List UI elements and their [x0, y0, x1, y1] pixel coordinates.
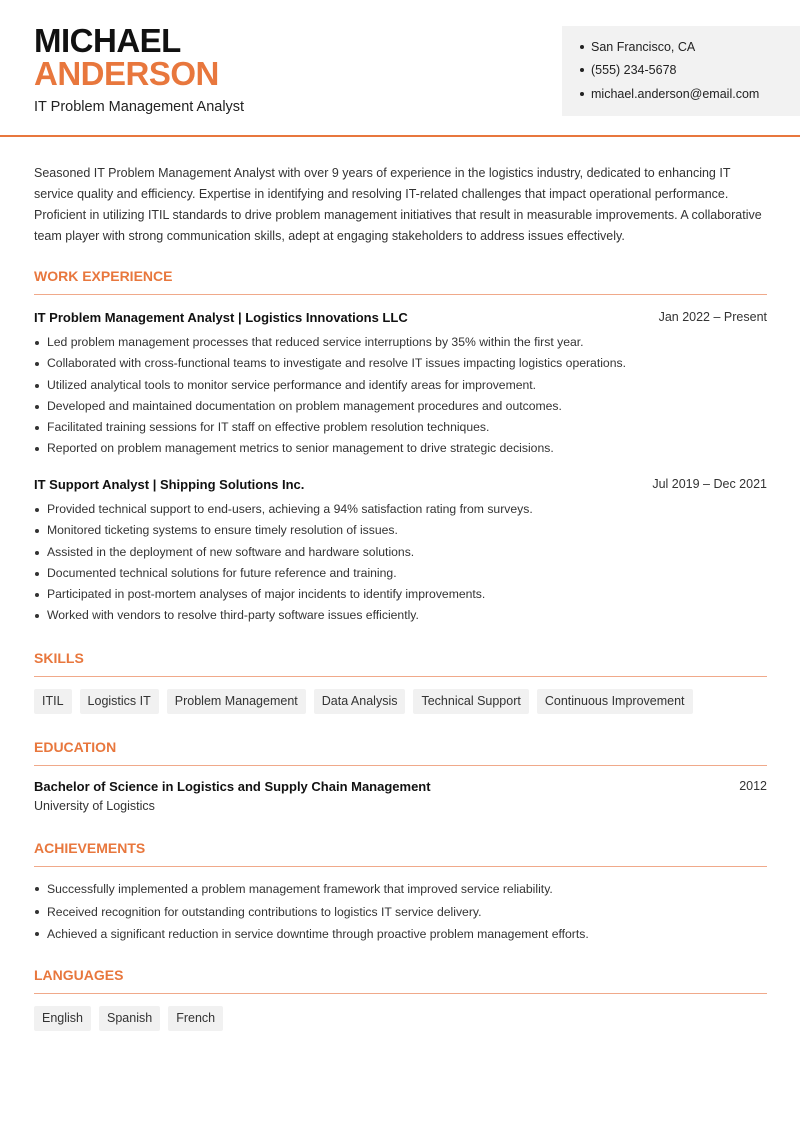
job-title: IT Problem Management Analyst	[34, 99, 245, 115]
list-item: Successfully implemented a problem management framework that improved service reliability.	[34, 878, 589, 901]
last-name: ANDERSON	[34, 55, 219, 92]
contact-phone-text: (555) 234-5678	[591, 63, 677, 77]
graduation-year: 2012	[739, 779, 767, 793]
work-experience-title: WORK EXPERIENCE	[34, 268, 173, 284]
contact-phone	[580, 63, 676, 77]
contact-email-text[interactable]: michael.anderson@email.com	[591, 87, 760, 101]
language-chip: Spanish	[99, 1006, 160, 1031]
summary-paragraph: Seasoned IT Problem Management Analyst with over 9 years of experience in the logistics industry, dedicated to enhancing IT service quality and efficiency. Expertise in identifying and resolving IT-related challenges that impact operational performance. Proficient in utilizing ITIL standards to drive problem management initiatives that result in measurable improvements. A collaborative team player with strong communication skills, adept at engaging stakeholders to address issues effectively.	[34, 166, 762, 243]
languages-title: LANGUAGES	[34, 967, 124, 983]
bullet-icon	[580, 92, 584, 96]
skill-chip: Logistics IT	[80, 689, 159, 714]
section-divider	[34, 765, 767, 766]
list-item: Assisted in the deployment of new software and hardware solutions.	[34, 542, 533, 563]
section-divider	[34, 294, 767, 295]
contact-box	[562, 26, 800, 116]
contact-location-text: San Francisco, CA	[591, 40, 696, 54]
job-bullets	[34, 499, 533, 627]
job-heading: IT Support Analyst | Shipping Solutions Inc.	[34, 477, 305, 492]
skill-chip: Continuous Improvement	[537, 689, 693, 714]
list-item: Documented technical solutions for future reference and training.	[34, 563, 533, 584]
section-divider	[34, 866, 767, 867]
resume-header	[0, 0, 800, 137]
list-item: Utilized analytical tools to monitor service performance and identify areas for improvement.	[34, 375, 626, 396]
section-divider	[34, 993, 767, 994]
list-item: Developed and maintained documentation on problem management procedures and outcomes.	[34, 396, 626, 417]
education-title: EDUCATION	[34, 739, 117, 755]
job-dates: Jan 2022 – Present	[658, 310, 767, 324]
contact-email[interactable]	[580, 87, 759, 101]
bullet-icon	[580, 45, 584, 49]
languages-list	[34, 1006, 223, 1031]
list-item: Provided technical support to end-users, achieving a 94% satisfaction rating from surveys.	[34, 499, 533, 520]
list-item: Worked with vendors to resolve third-party software issues efficiently.	[34, 605, 533, 626]
list-item: Led problem management processes that reduced service interruptions by 35% within the first year.	[34, 332, 626, 353]
achievements-list	[34, 878, 589, 946]
list-item: Facilitated training sessions for IT staff on effective problem resolution techniques.	[34, 417, 626, 438]
list-item: Participated in post-mortem analyses of major incidents to identify improvements.	[34, 584, 533, 605]
list-item: Monitored ticketing systems to ensure timely resolution of issues.	[34, 520, 533, 541]
contact-location	[580, 40, 695, 54]
skill-chip: ITIL	[34, 689, 72, 714]
job-bullets	[34, 332, 626, 460]
degree: Bachelor of Science in Logistics and Supply Chain Management	[34, 779, 431, 794]
section-divider	[34, 676, 767, 677]
list-item: Received recognition for outstanding contributions to logistics IT service delivery.	[34, 901, 589, 924]
school-name: University of Logistics	[34, 799, 155, 813]
job-dates: Jul 2019 – Dec 2021	[652, 477, 767, 491]
achievements-title: ACHIEVEMENTS	[34, 840, 146, 856]
language-chip: English	[34, 1006, 91, 1031]
skill-chip: Problem Management	[167, 689, 306, 714]
language-chip: French	[168, 1006, 223, 1031]
skill-chip: Technical Support	[413, 689, 528, 714]
skills-title: SKILLS	[34, 650, 84, 666]
list-item: Collaborated with cross-functional teams to investigate and resolve IT issues impacting logistics operations.	[34, 353, 626, 374]
list-item: Achieved a significant reduction in service downtime through proactive problem management efforts.	[34, 923, 589, 946]
list-item: Reported on problem management metrics to senior management to drive strategic decisions.	[34, 438, 626, 459]
first-name: MICHAEL	[34, 22, 181, 59]
bullet-icon	[580, 68, 584, 72]
skills-list	[34, 689, 693, 714]
job-heading: IT Problem Management Analyst | Logistics Innovations LLC	[34, 310, 408, 325]
skill-chip: Data Analysis	[314, 689, 406, 714]
